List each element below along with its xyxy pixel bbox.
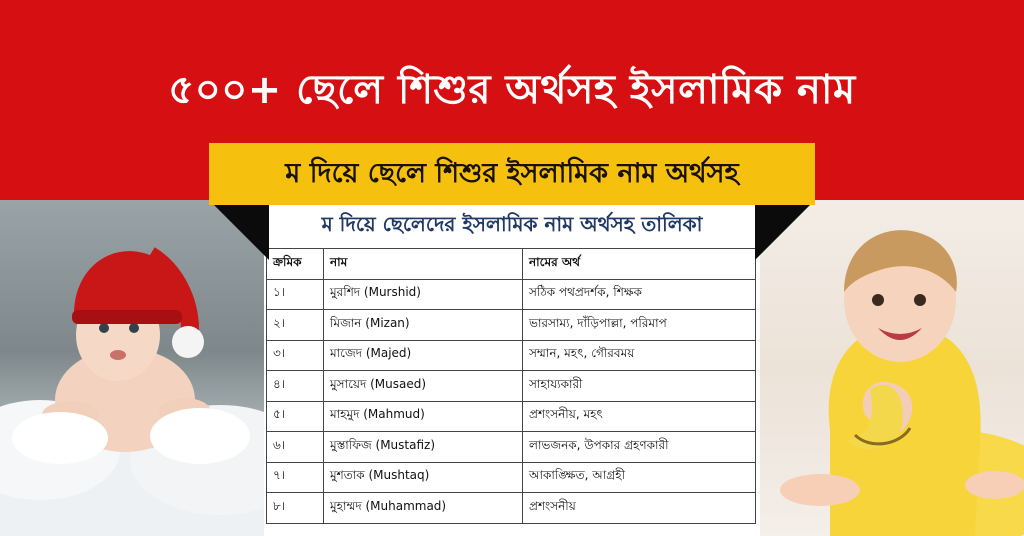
table-row bbox=[267, 340, 756, 371]
cell-meaning: সম্মান, মহৎ, গৌরবময় bbox=[523, 340, 756, 371]
column-header-meaning: নামের অর্থ bbox=[523, 249, 756, 280]
cell-serial: ৬। bbox=[267, 432, 324, 463]
cell-name: মুরশিদ (Murshid) bbox=[324, 279, 523, 310]
table-row bbox=[267, 279, 756, 310]
cell-meaning: প্রশংসনীয়, মহৎ bbox=[523, 401, 756, 432]
names-table bbox=[266, 248, 756, 524]
left-black-wing bbox=[209, 200, 269, 260]
column-header-name: নাম bbox=[324, 249, 523, 280]
subtitle-box bbox=[209, 143, 815, 205]
cell-meaning: লাভজনক, উপকার গ্রহণকারী bbox=[523, 432, 756, 463]
table-row bbox=[267, 310, 756, 341]
cell-name: মুসায়েদ (Musaed) bbox=[324, 371, 523, 402]
cell-name: মিজান (Mizan) bbox=[324, 310, 523, 341]
table-row bbox=[267, 371, 756, 402]
column-header-serial: ক্রমিক bbox=[267, 249, 324, 280]
cell-meaning: আকাঙ্ক্ষিত, আগ্রহী bbox=[523, 462, 756, 493]
table-row bbox=[267, 432, 756, 463]
cell-serial: ১। bbox=[267, 279, 324, 310]
cell-meaning: প্রশংসনীয় bbox=[523, 493, 756, 524]
cell-name: মুস্তাফিজ (Mustafiz) bbox=[324, 432, 523, 463]
cell-serial: ২। bbox=[267, 310, 324, 341]
cell-name: মাহমুদ (Mahmud) bbox=[324, 401, 523, 432]
subtitle: ম দিয়ে ছেলে শিশুর ইসলামিক নাম অর্থসহ bbox=[285, 158, 739, 189]
cell-name: মুশতাক (Mushtaq) bbox=[324, 462, 523, 493]
table-row bbox=[267, 493, 756, 524]
table-row bbox=[267, 462, 756, 493]
cell-meaning: সাহায্যকারী bbox=[523, 371, 756, 402]
cell-meaning: সঠিক পথপ্রদর্শক, শিক্ষক bbox=[523, 279, 756, 310]
cell-serial: ৫। bbox=[267, 401, 324, 432]
cell-serial: ৩। bbox=[267, 340, 324, 371]
table-header-row bbox=[267, 249, 756, 280]
cell-name: মুহাম্মদ (Muhammad) bbox=[324, 493, 523, 524]
names-table-panel bbox=[264, 200, 760, 536]
cell-serial: ৭। bbox=[267, 462, 324, 493]
table-title: ম দিয়ে ছেলেদের ইসলামিক নাম অর্থসহ তালিকা bbox=[321, 212, 703, 236]
right-black-wing bbox=[755, 200, 815, 260]
cell-serial: ৮। bbox=[267, 493, 324, 524]
cell-name: মাজেদ (Majed) bbox=[324, 340, 523, 371]
table-row bbox=[267, 401, 756, 432]
cell-serial: ৪। bbox=[267, 371, 324, 402]
page-title: ৫০০+ ছেলে শিশুর অর্থসহ ইসলামিক নাম bbox=[168, 67, 856, 113]
cell-meaning: ভারসাম্য, দাঁড়িপাল্লা, পরিমাপ bbox=[523, 310, 756, 341]
